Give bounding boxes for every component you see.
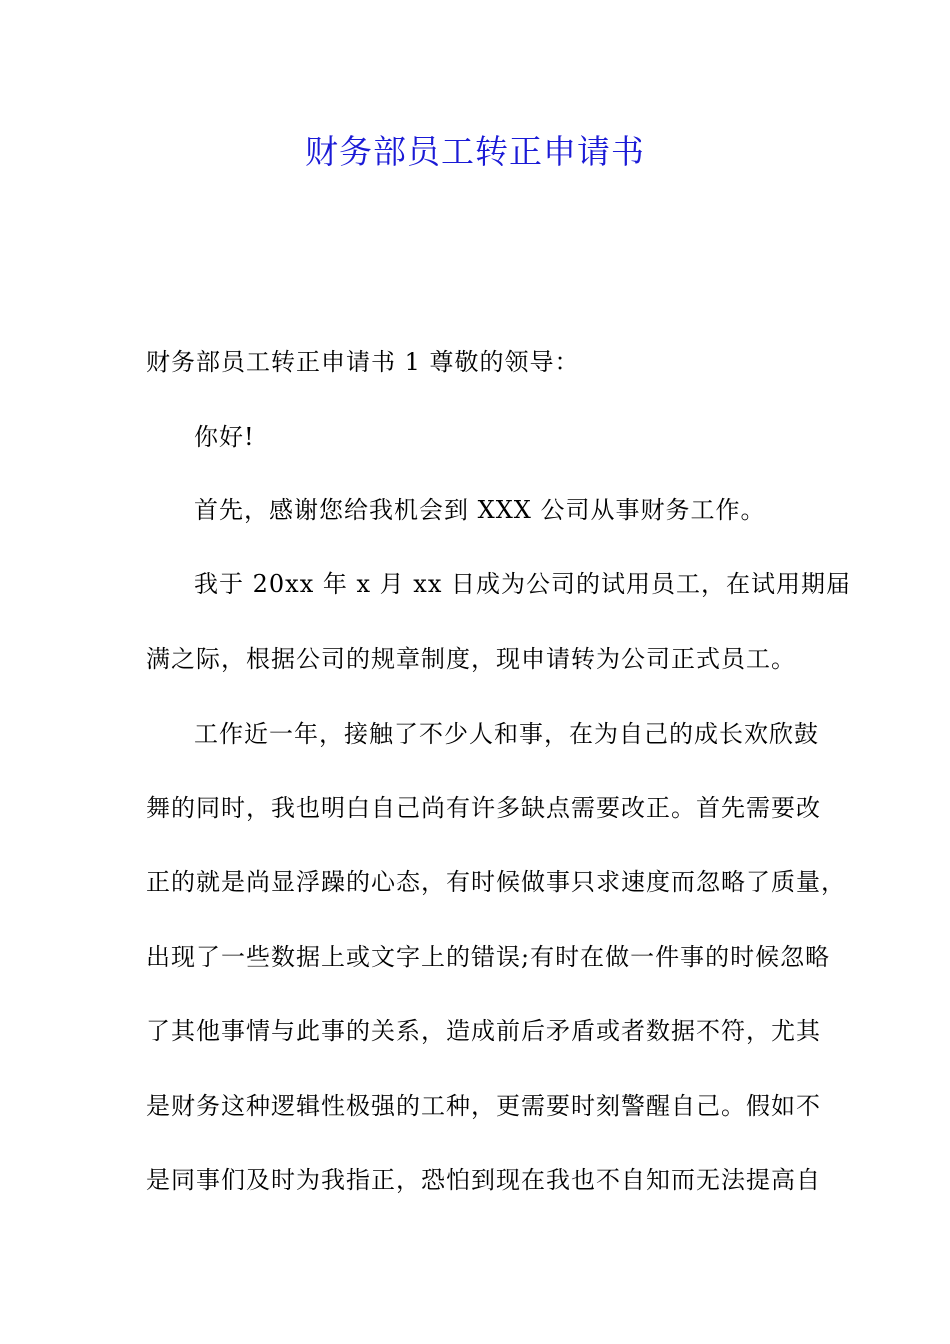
- paragraph-line: 工作近一年，接触了不少人和事，在为自己的成长欢欣鼓: [194, 720, 819, 748]
- paragraph-line: 了其他事情与此事的关系，造成前后矛盾或者数据不符，尤其: [146, 1017, 821, 1045]
- paragraph-line: 舞的同时，我也明白自己尚有许多缺点需要改正。首先需要改: [146, 794, 821, 822]
- paragraph-line: 是同事们及时为我指正，恐怕到现在我也不自知而无法提高自: [146, 1166, 821, 1194]
- paragraph-line: 是财务这种逻辑性极强的工种，更需要时刻警醒自己。假如不: [146, 1092, 821, 1120]
- salutation-line: 财务部员工转正申请书 1 尊敬的领导：: [146, 348, 580, 376]
- document-title: 财务部员工转正申请书: [305, 132, 645, 171]
- paragraph-line: 出现了一些数据上或文字上的错误;有时在做一件事的时候忽略: [146, 943, 831, 971]
- paragraph-line: 满之际，根据公司的规章制度，现申请转为公司正式员工。: [146, 645, 796, 673]
- paragraph-line: 首先，感谢您给我机会到 XXX 公司从事财务工作。: [194, 496, 766, 524]
- greeting-line: 你好!: [194, 423, 255, 451]
- paragraph-line: 正的就是尚显浮躁的心态，有时候做事只求速度而忽略了质量，: [146, 868, 846, 896]
- paragraph-line: 我于 20xx 年 x 月 xx 日成为公司的试用员工，在试用期届: [194, 570, 851, 598]
